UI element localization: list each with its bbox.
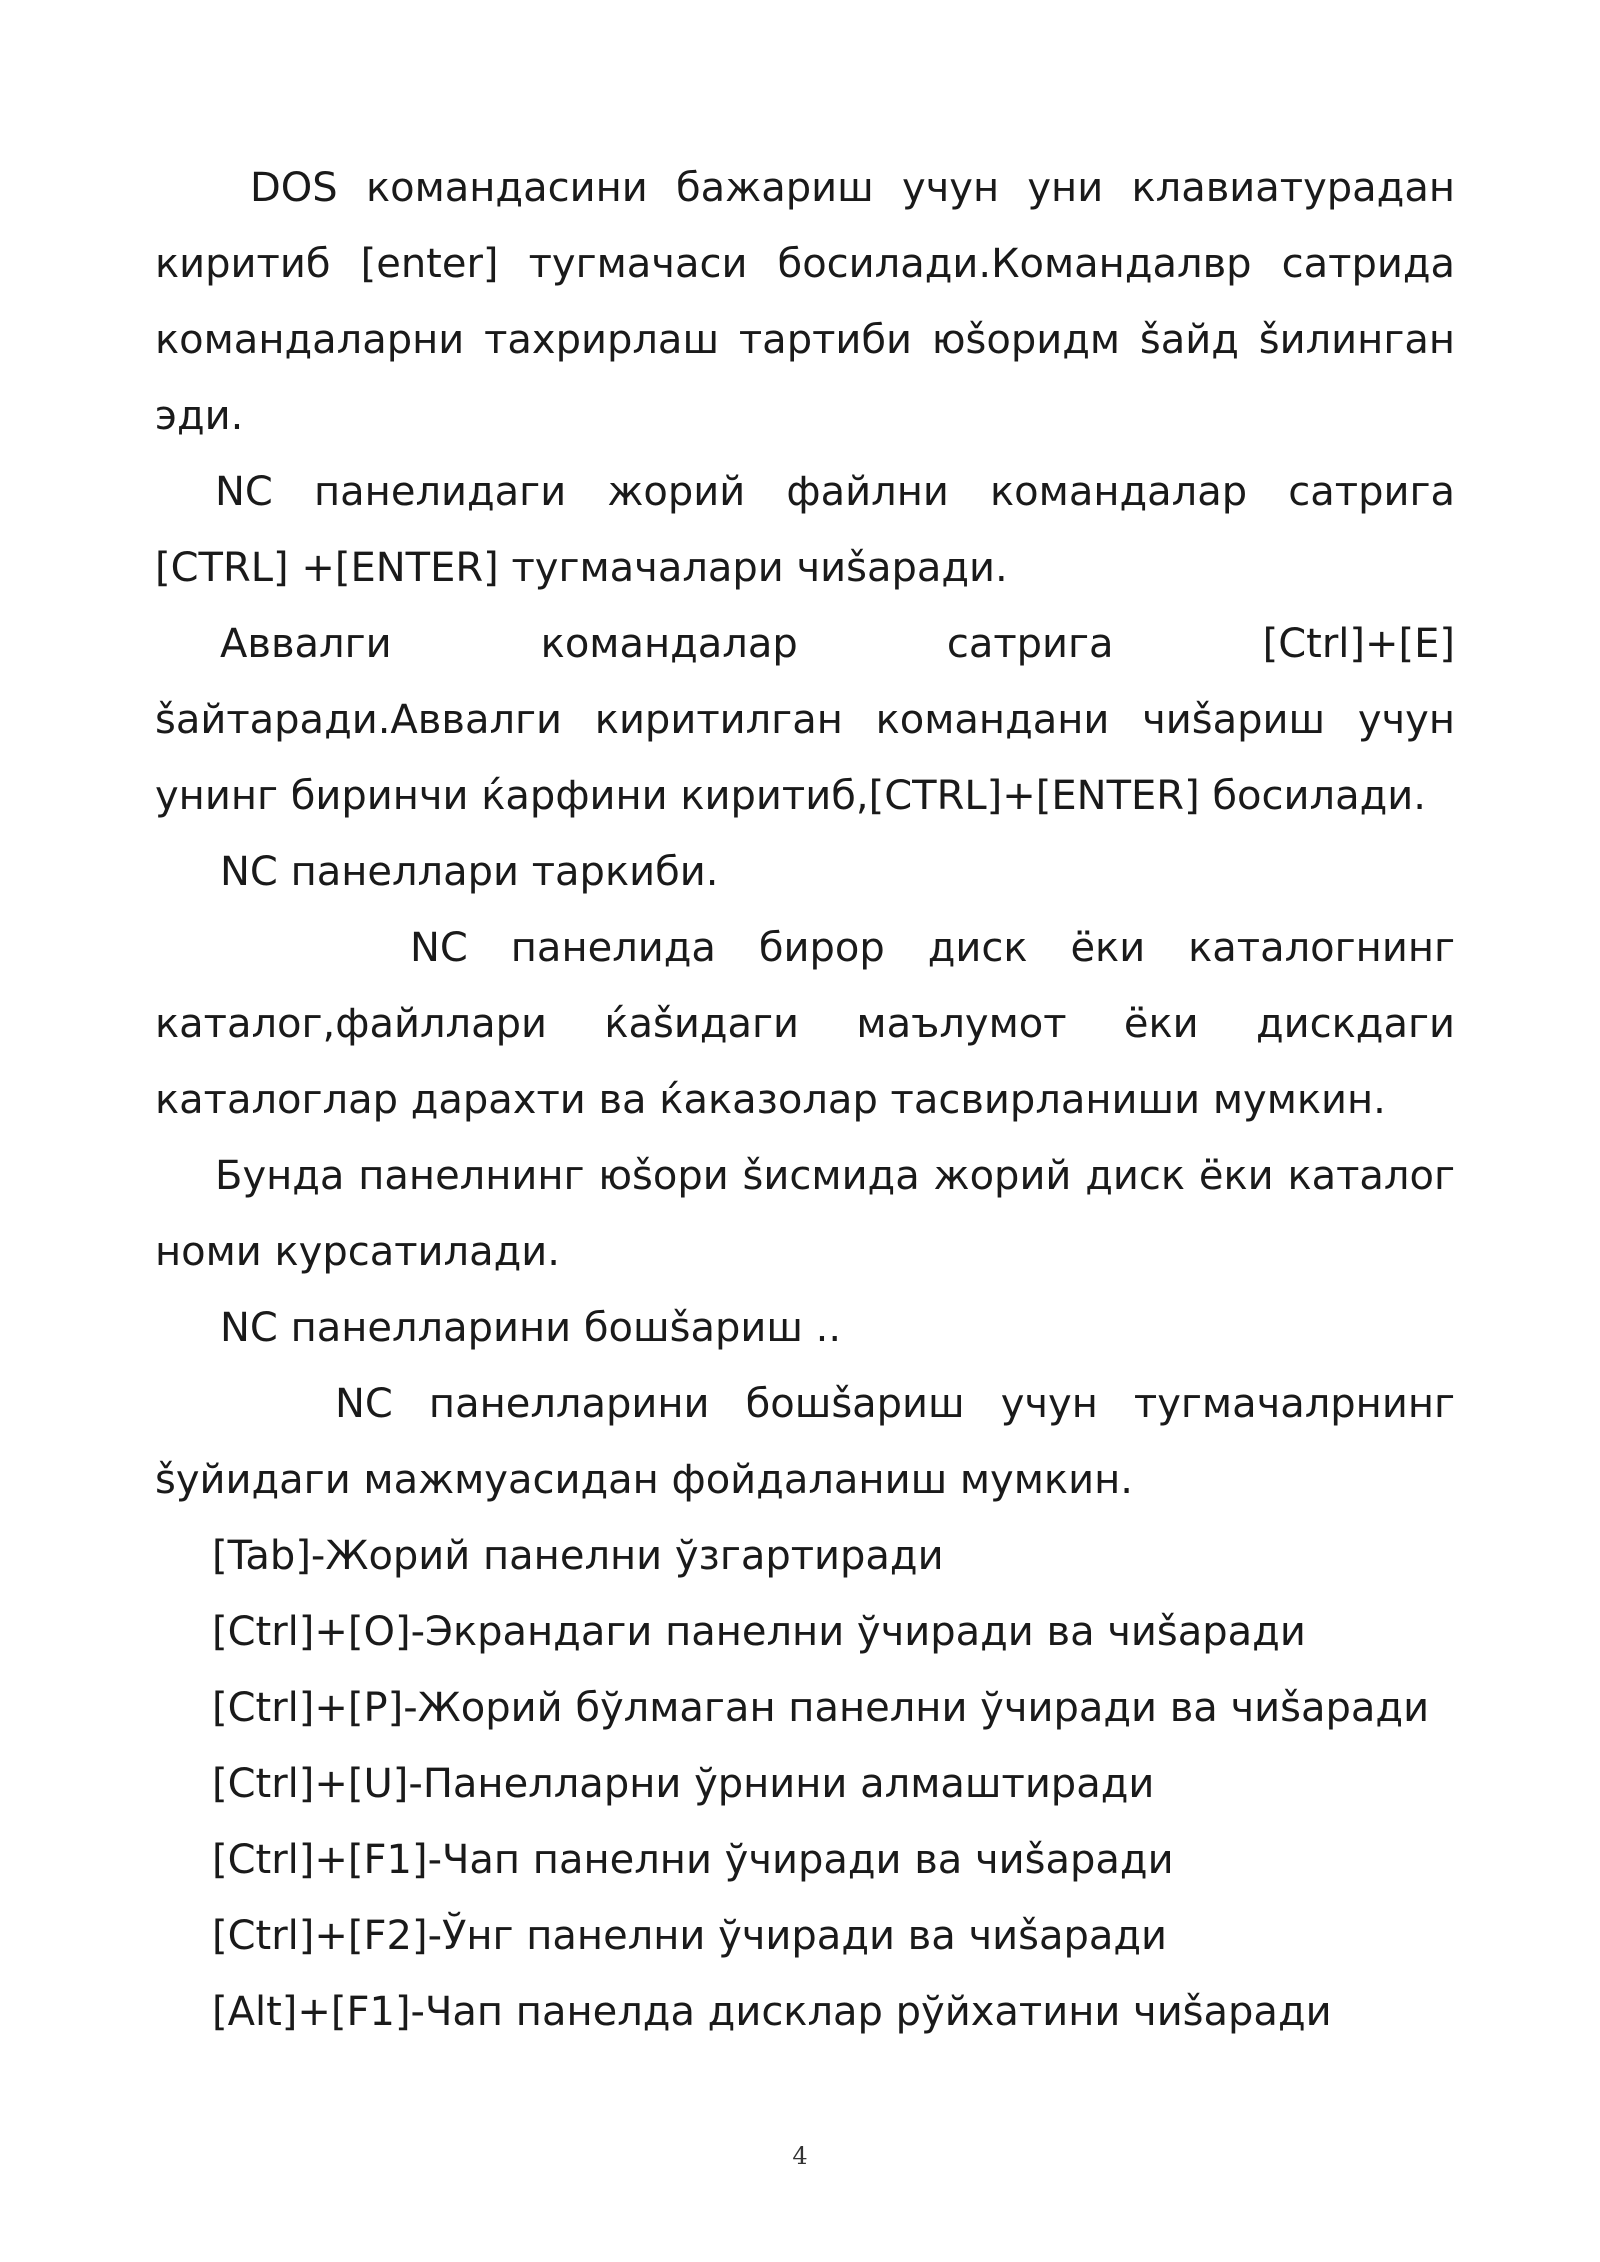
list-item: [Ctrl]+[O]-Экрандаги панелни ўчиради ва чиšаради — [212, 1609, 1306, 1655]
list-item: [Ctrl]+[F2]-Ўнг панелни ўчиради ва чиšаради — [212, 1913, 1168, 1959]
list-item: [Ctrl]+[P]-Жорий бўлмаган панелни ўчиради ва чиšаради — [212, 1685, 1430, 1731]
key-combination-list — [155, 1518, 1455, 2050]
paragraph-dos-command: DOS командасини бажариш учун уни клавиатурадан киритиб [enter] тугмачаси босилади.Командалвр сатрида командаларни тахрирлаш тартиби юšоридм šайд šилинган эди. — [155, 165, 1455, 439]
list-item: [Ctrl]+[F1]-Чап панелни ўчиради ва чиšаради — [212, 1837, 1174, 1883]
list-item: [Ctrl]+[U]-Панелларни ўрнини алмаштиради — [212, 1761, 1155, 1807]
paragraph-panel-description: NC панелида бирор диск ёки каталогнинг каталог,файллари ќаšидаги маълумот ёки дискдаги каталоглар дарахти ва ќаказолар тасвирланиши мумкин. — [155, 925, 1455, 1123]
paragraph-key-combinations-intro: NC панелларини бошšариш учун тугмачалрнинг šуйидаги мажмуасидан фойдаланиш мумкин. — [155, 1381, 1455, 1503]
paragraph-nc-file-to-command-line: NC панелидаги жорий файлни командалар сатрига [CTRL] +[ENTER] тугмачалари чиšаради. — [155, 469, 1455, 591]
paragraph-panel-header: Бунда панелнинг юšори šисмида жорий диск ёки каталог номи курсатилади. — [155, 1153, 1455, 1275]
section-heading-panel-control: NC панелларини бошšариш .. — [220, 1305, 842, 1351]
section-heading-panel-contents: NC панеллари таркиби. — [220, 849, 719, 895]
document-page — [155, 150, 1455, 2050]
list-item: [Alt]+[F1]-Чап панелда дисклар рўйхатини чиšаради — [212, 1989, 1332, 2035]
page-number: 4 — [792, 2142, 808, 2170]
list-item: [Tab]-Жорий панелни ўзгартиради — [212, 1533, 944, 1579]
paragraph-previous-commands: Аввалги командалар сатрига [Ctrl]+[E] šайтаради.Аввалги киритилган командани чиšариш учун унинг биринчи ќарфини киритиб,[CTRL]+[ENTER] босилади. — [155, 621, 1455, 819]
